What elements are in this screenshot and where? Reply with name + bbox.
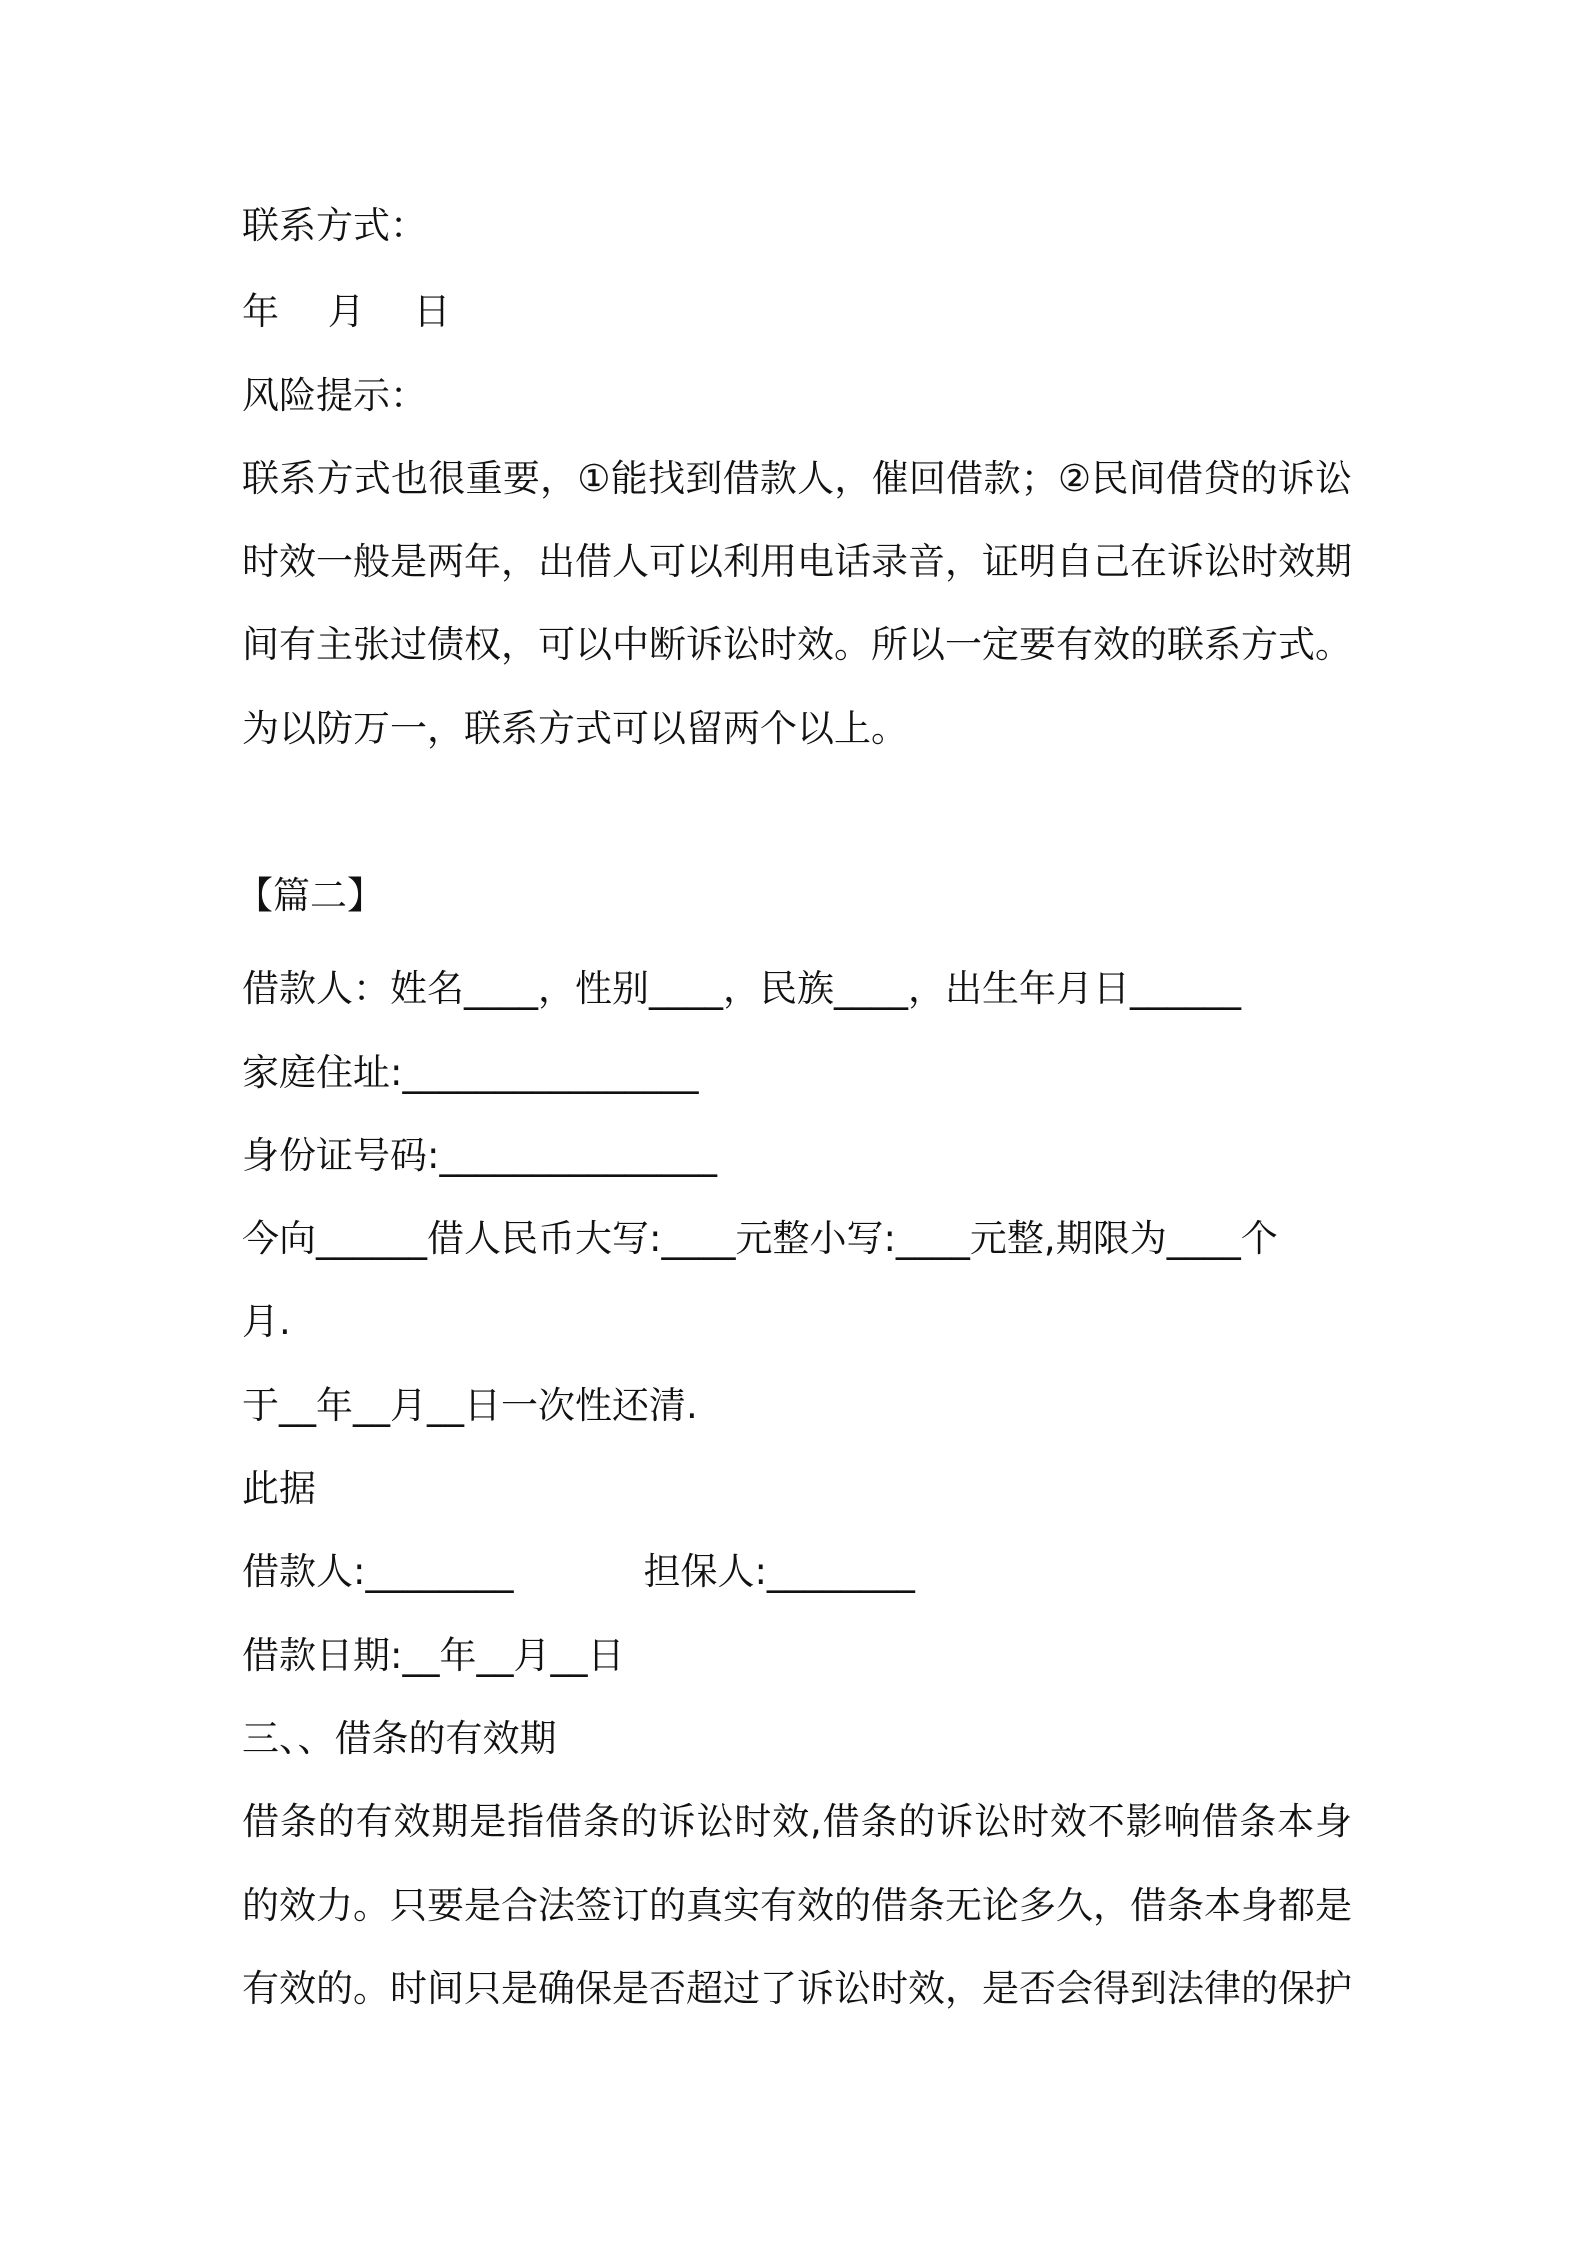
id-number-line: 身份证号码:_______________ [242,1134,717,1177]
risk-paragraph-line: 间有主张过债权，可以中断诉讼时效。所以一定要有效的联系方式。 [242,623,1352,666]
risk-paragraph-line: 为以防万一，联系方式可以留两个以上。 [242,707,908,750]
section3-title: 三、、借条的有效期 [242,1717,557,1760]
borrower-signature: 借款人:________ [242,1550,514,1593]
risk-paragraph-line: 联系方式也很重要，①能找到借款人，催回借款；②民间借贷的诉讼 [242,457,1352,500]
borrow-amount-line: 今向______借人民币大写:____元整小写:____元整,期限为____个 [242,1217,1278,1260]
evidence-line: 此据 [242,1467,316,1510]
risk-title: 风险提示： [242,374,427,417]
section3-paragraph-line: 借条的有效期是指借条的诉讼时效,借条的诉讼时效不影响借条本身 [242,1800,1352,1843]
address-line: 家庭住址:________________ [242,1051,699,1094]
section3-paragraph-line: 有效的。时间只是确保是否超过了诉讼时效，是否会得到法律的保护 [242,1967,1352,2010]
contact-label: 联系方式： [242,204,427,247]
guarantor-signature: 担保人:________ [643,1550,915,1593]
signature-line [242,1548,915,1596]
borrow-date-line: 借款日期:__年__月__日 [242,1634,625,1677]
date-line: 年 月 日 [242,290,451,333]
borrower-info-line: 借款人：姓名____，性别____，民族____，出生年月日______ [242,967,1241,1010]
repay-line: 于__年__月__日一次性还清. [242,1384,698,1427]
borrow-amount-line-cont: 月. [242,1300,291,1343]
risk-paragraph-line: 时效一般是两年，出借人可以利用电话录音，证明自己在诉讼时效期 [242,540,1352,583]
section3-paragraph-line: 的效力。只要是合法签订的真实有效的借条无论多久，借条本身都是 [242,1884,1352,1927]
section-heading: 【篇二】 [236,874,384,917]
